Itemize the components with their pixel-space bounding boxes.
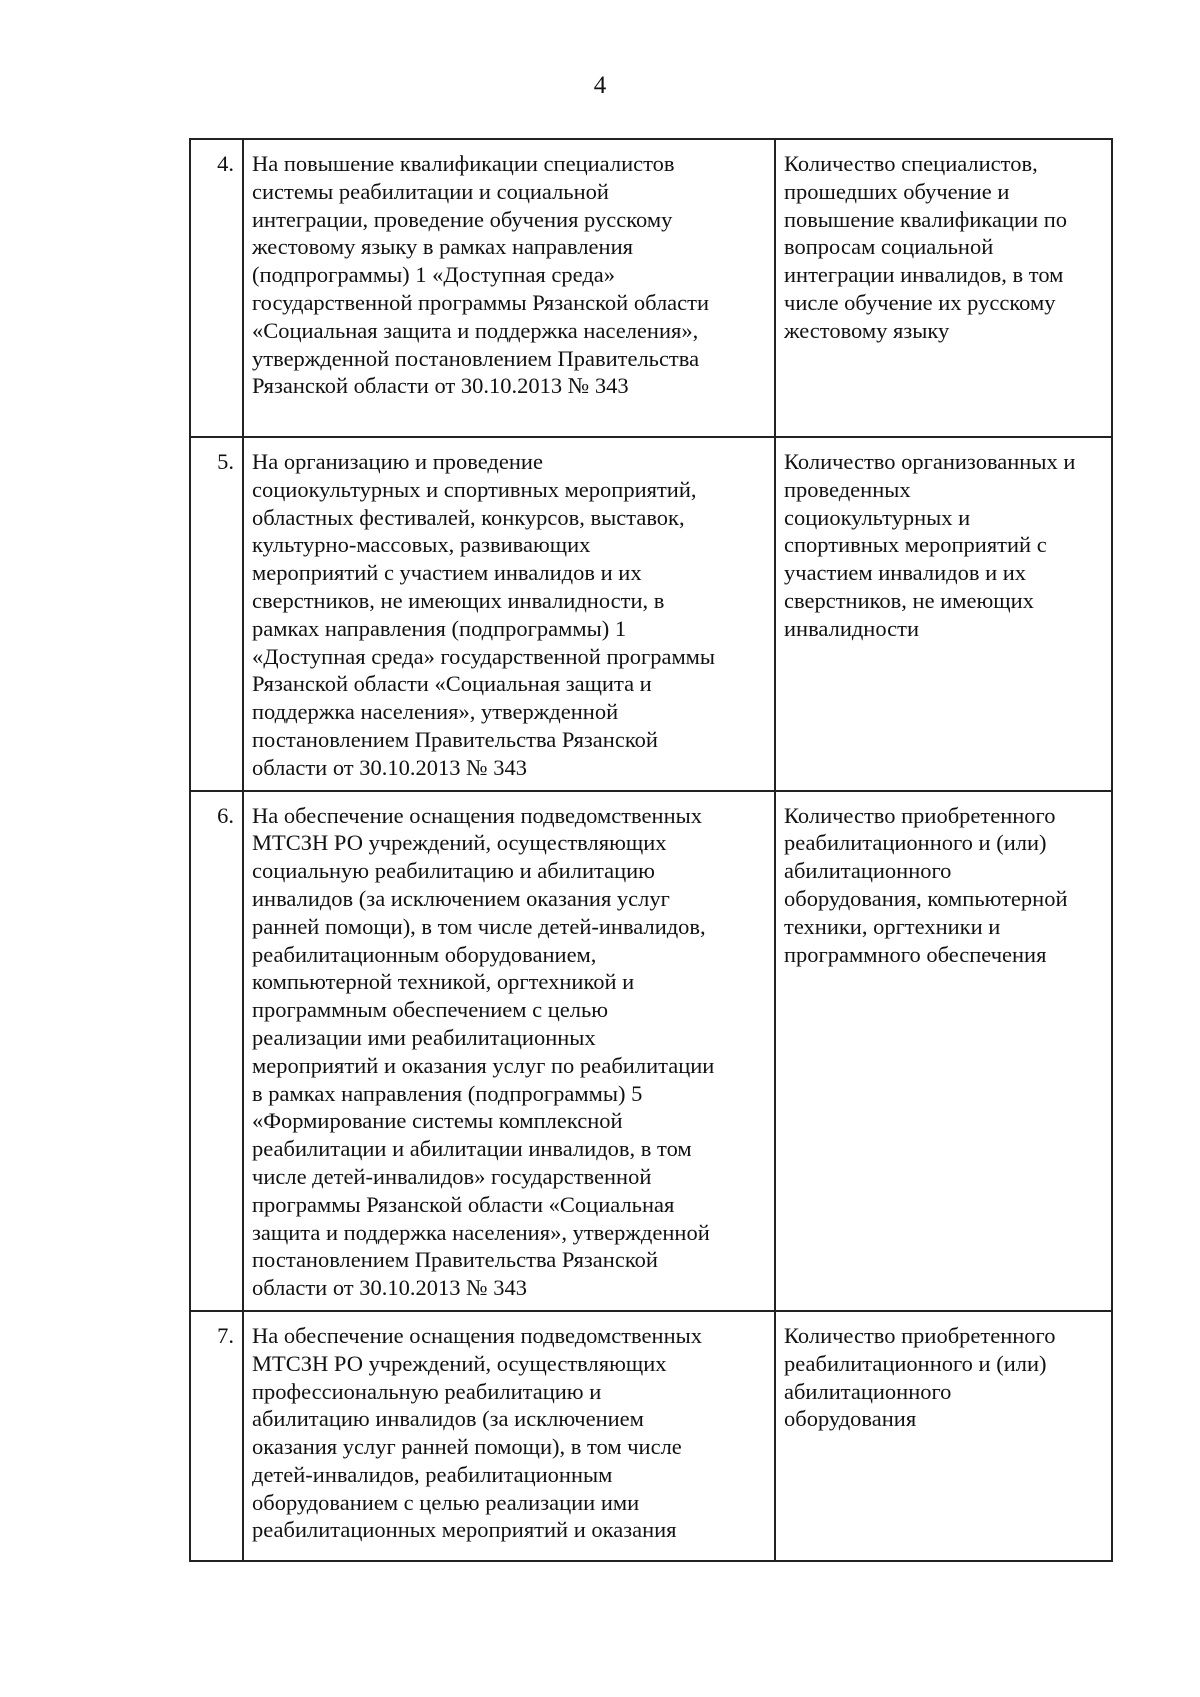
text-line: Количество специалистов, bbox=[784, 151, 1038, 176]
text-line: техники, оргтехники и bbox=[784, 913, 1001, 939]
text-line: мероприятий и оказания услуг по реабилитации bbox=[252, 1052, 715, 1078]
text-line: инвалидов (за исключением оказания услуг bbox=[252, 885, 670, 911]
text-line: системы реабилитации и социальной bbox=[252, 178, 609, 204]
text-line: На организацию и проведение bbox=[252, 449, 543, 474]
text-line: ранней помощи), в том числе детей-инвалидов, bbox=[252, 913, 706, 939]
text-line: Количество приобретенного bbox=[784, 802, 1056, 828]
text-line: социальную реабилитацию и абилитацию bbox=[252, 858, 655, 884]
text-line: абилитацию инвалидов (за исключением bbox=[252, 1406, 644, 1432]
indicator-cell bbox=[775, 437, 1112, 791]
table-row bbox=[190, 139, 1112, 437]
text-line: программным обеспечением с целью bbox=[252, 997, 609, 1023]
text-line: культурно-массовых, развивающих bbox=[252, 532, 591, 558]
text-line: областных фестивалей, конкурсов, выставок, bbox=[252, 504, 685, 530]
text-line: реабилитации и абилитации инвалидов, в том bbox=[252, 1136, 692, 1162]
table-row bbox=[190, 1311, 1112, 1561]
text-line: «Доступная среда» государственной программы bbox=[252, 643, 716, 669]
indicator-cell bbox=[775, 139, 1112, 437]
measure-description bbox=[243, 139, 775, 437]
text-line: защита и поддержка населения», утвержденной bbox=[252, 1219, 710, 1245]
row-number: 5. bbox=[190, 437, 243, 791]
text-line: повышение квалификации по bbox=[784, 206, 1067, 232]
text-line: спортивных мероприятий с bbox=[784, 532, 1047, 558]
text-line: числе обучение их русскому bbox=[784, 289, 1056, 315]
text-line: инвалидности bbox=[784, 615, 920, 641]
row-number: 4. bbox=[190, 139, 243, 437]
row-number: 6. bbox=[190, 791, 243, 1311]
text-line: области от 30.10.2013 № 343 bbox=[252, 754, 527, 780]
text-line: оказания услуг ранней помощи), в том числе bbox=[252, 1434, 682, 1460]
text-line: в рамках направления (подпрограммы) 5 bbox=[252, 1080, 643, 1106]
text-line: числе детей-инвалидов» государственной bbox=[252, 1163, 652, 1189]
indicator-cell bbox=[775, 1311, 1112, 1561]
text-line: интеграции инвалидов, в том bbox=[784, 262, 1064, 288]
measures-table bbox=[189, 138, 1113, 1562]
measure-description bbox=[243, 1311, 775, 1561]
text-line: утвержденной постановлением Правительства bbox=[252, 345, 700, 371]
text-line: Рязанской области «Социальная защита и bbox=[252, 671, 652, 697]
table-row bbox=[190, 437, 1112, 791]
text-line: программного обеспечения bbox=[784, 941, 1047, 967]
indicator-cell bbox=[775, 791, 1112, 1311]
text-line: МТСЗН РО учреждений, осуществляющих bbox=[252, 830, 667, 856]
text-line: оборудования, компьютерной bbox=[784, 885, 1068, 911]
text-line: Количество приобретенного bbox=[784, 1322, 1056, 1348]
text-line: области от 30.10.2013 № 343 bbox=[252, 1275, 527, 1301]
row-number: 7. bbox=[190, 1311, 243, 1561]
text-line: реабилитационного и (или) bbox=[784, 1350, 1047, 1376]
text-line: «Формирование системы комплексной bbox=[252, 1108, 623, 1134]
text-line: социокультурных и bbox=[784, 504, 971, 530]
text-line: реабилитационного и (или) bbox=[784, 830, 1047, 856]
text-line: жестовому языку bbox=[784, 317, 950, 343]
text-line: компьютерной техникой, оргтехникой и bbox=[252, 969, 635, 995]
text-line: реабилитационных мероприятий и оказания bbox=[252, 1517, 677, 1543]
text-line: оборудованием с целью реализации ими bbox=[252, 1489, 640, 1515]
text-line: сверстников, не имеющих bbox=[784, 587, 1034, 613]
text-line: государственной программы Рязанской области bbox=[252, 289, 710, 315]
text-line: Рязанской области от 30.10.2013 № 343 bbox=[252, 373, 629, 399]
text-line: мероприятий с участием инвалидов и их bbox=[252, 560, 642, 586]
text-line: сверстников, не имеющих инвалидности, в bbox=[252, 587, 665, 613]
text-line: реабилитационным оборудованием, bbox=[252, 941, 597, 967]
text-line: постановлением Правительства Рязанской bbox=[252, 1247, 658, 1273]
text-line: профессиональную реабилитацию и bbox=[252, 1378, 602, 1404]
page-number: 4 bbox=[593, 72, 607, 99]
text-line: На повышение квалификации специалистов bbox=[252, 151, 675, 176]
text-line: прошедших обучение и bbox=[784, 178, 1010, 204]
text-line: Количество организованных и bbox=[784, 449, 1076, 474]
text-line: детей-инвалидов, реабилитационным bbox=[252, 1461, 613, 1487]
text-line: абилитационного bbox=[784, 858, 952, 884]
text-line: «Социальная защита и поддержка населения», bbox=[252, 317, 699, 343]
measure-description bbox=[243, 437, 775, 791]
text-line: На обеспечение оснащения подведомственных bbox=[252, 802, 702, 828]
text-line: (подпрограммы) 1 «Доступная среда» bbox=[252, 262, 616, 288]
text-line: реализации ими реабилитационных bbox=[252, 1024, 596, 1050]
text-line: поддержка населения», утвержденной bbox=[252, 699, 619, 725]
text-line: участием инвалидов и их bbox=[784, 560, 1027, 586]
text-line: рамках направления (подпрограммы) 1 bbox=[252, 615, 627, 641]
text-line: вопросам социальной bbox=[784, 234, 994, 260]
text-line: абилитационного bbox=[784, 1378, 952, 1404]
text-line: На обеспечение оснащения подведомственных bbox=[252, 1322, 702, 1348]
text-line: интеграции, проведение обучения русскому bbox=[252, 206, 673, 232]
text-line: МТСЗН РО учреждений, осуществляющих bbox=[252, 1350, 667, 1376]
table-row bbox=[190, 791, 1112, 1311]
text-line: проведенных bbox=[784, 476, 911, 502]
text-line: жестовому языку в рамках направления bbox=[252, 234, 633, 260]
measure-description bbox=[243, 791, 775, 1311]
text-line: социокультурных и спортивных мероприятий, bbox=[252, 476, 697, 502]
text-line: постановлением Правительства Рязанской bbox=[252, 726, 658, 752]
text-line: оборудования bbox=[784, 1406, 917, 1432]
text-line: программы Рязанской области «Социальная bbox=[252, 1191, 675, 1217]
